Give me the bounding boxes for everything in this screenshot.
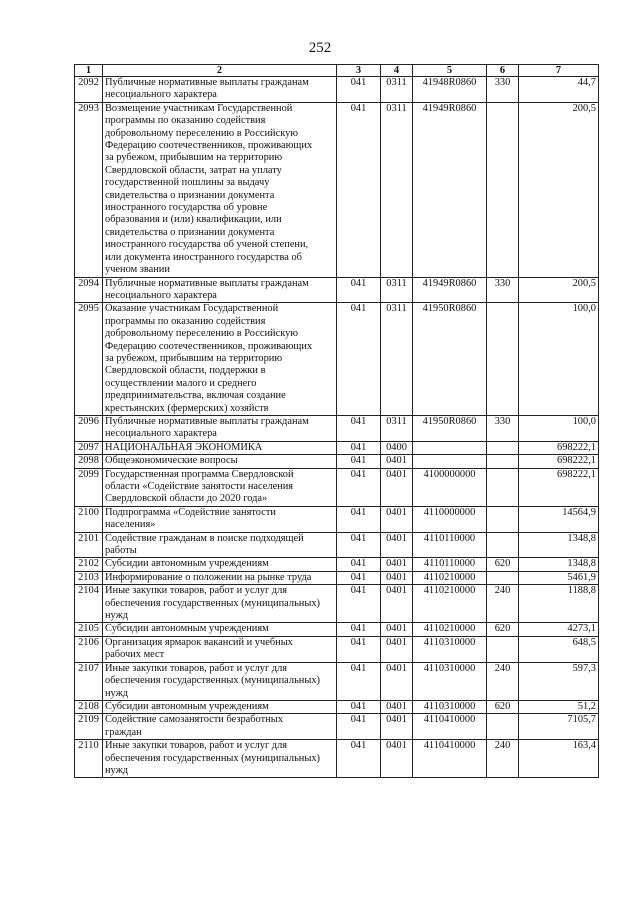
- row-name-line: Публичные нормативные выплаты гражданам: [105, 415, 309, 427]
- expense-type-code: 330: [487, 415, 519, 441]
- amount-value: 200,5: [519, 102, 599, 277]
- table-row: [75, 441, 599, 454]
- ministry-code: 041: [337, 740, 381, 778]
- expense-type-code: [487, 441, 519, 454]
- target-article-code: 4110210000: [413, 585, 487, 623]
- target-article-code: 4100000000: [413, 468, 487, 506]
- row-name-line: нужд: [105, 687, 129, 699]
- expense-type-code: [487, 303, 519, 416]
- row-number: 2095: [75, 303, 103, 416]
- expense-type-code: 240: [487, 740, 519, 778]
- row-name-line: или документа иностранного государства об: [105, 251, 302, 263]
- row-number: 2104: [75, 585, 103, 623]
- table-row: [75, 740, 599, 778]
- ministry-code: 041: [337, 585, 381, 623]
- row-name-line: Свердловской области до 2020 года»: [105, 493, 268, 505]
- row-number: 2103: [75, 571, 103, 584]
- ministry-code: 041: [337, 532, 381, 558]
- row-name-line: несоциального характера: [105, 89, 217, 101]
- ministry-code: 041: [337, 303, 381, 416]
- column-header: 5: [413, 65, 487, 77]
- row-name-line: добровольному переселению в Российскую: [105, 127, 299, 139]
- ministry-code: 041: [337, 441, 381, 454]
- row-name-line: крестьянских (фермерских) хозяйств: [105, 402, 269, 414]
- expense-type-code: 330: [487, 277, 519, 303]
- row-name-line: рабочих мест: [105, 649, 165, 661]
- section-code: 0401: [381, 455, 413, 468]
- ministry-code: 041: [337, 455, 381, 468]
- row-name-line: населения»: [105, 519, 156, 531]
- section-code: 0401: [381, 636, 413, 662]
- section-code: 0401: [381, 714, 413, 740]
- target-article-code: 4110310000: [413, 636, 487, 662]
- row-name-line: Свердловской области, поддержки в: [105, 365, 266, 377]
- expense-type-code: [487, 468, 519, 506]
- ministry-code: 041: [337, 700, 381, 713]
- section-code: 0401: [381, 571, 413, 584]
- amount-value: 698222,1: [519, 468, 599, 506]
- row-name-line: программы по оказанию содействия: [105, 115, 266, 127]
- ministry-code: 041: [337, 506, 381, 532]
- row-name: [103, 623, 337, 636]
- row-name-line: Возмещение участникам Государственной: [105, 102, 293, 114]
- target-article-code: 41950R0860: [413, 415, 487, 441]
- section-code: 0401: [381, 662, 413, 700]
- expense-type-code: 330: [487, 77, 519, 103]
- amount-value: 14564,9: [519, 506, 599, 532]
- page-number: 252: [308, 40, 332, 56]
- table-row: [75, 468, 599, 506]
- table-row: [75, 506, 599, 532]
- table-row: [75, 415, 599, 441]
- row-number: 2099: [75, 468, 103, 506]
- amount-value: 100,0: [519, 415, 599, 441]
- row-name-line: несоциального характера: [105, 428, 217, 440]
- expense-type-code: 620: [487, 623, 519, 636]
- expense-type-code: [487, 455, 519, 468]
- row-name-line: образования и (или) квалификации, или: [105, 214, 282, 226]
- row-name-line: Субсидии автономным учреждениям: [105, 623, 269, 635]
- ministry-code: 041: [337, 277, 381, 303]
- row-number: 2094: [75, 277, 103, 303]
- target-article-code: 4110410000: [413, 740, 487, 778]
- target-article-code: 4110210000: [413, 623, 487, 636]
- target-article-code: 4110210000: [413, 571, 487, 584]
- target-article-code: 41948R0860: [413, 77, 487, 103]
- table-row: [75, 571, 599, 584]
- section-code: 0401: [381, 740, 413, 778]
- row-number: 2110: [75, 740, 103, 778]
- row-name: [103, 441, 337, 454]
- expense-type-code: 620: [487, 558, 519, 571]
- section-code: 0401: [381, 532, 413, 558]
- table-row: [75, 623, 599, 636]
- row-name: [103, 571, 337, 584]
- row-name-line: за рубежом, прибывшим на территорию: [105, 152, 283, 164]
- row-name: [103, 102, 337, 277]
- table-body: [75, 77, 599, 778]
- amount-value: 1188,8: [519, 585, 599, 623]
- row-number: 2106: [75, 636, 103, 662]
- table-row: [75, 585, 599, 623]
- row-name-line: программы по оказанию содействия: [105, 315, 266, 327]
- section-code: 0400: [381, 441, 413, 454]
- row-name: [103, 585, 337, 623]
- column-header: 2: [103, 65, 337, 77]
- ministry-code: 041: [337, 662, 381, 700]
- section-code: 0311: [381, 303, 413, 416]
- table-row: [75, 636, 599, 662]
- target-article-code: 4110110000: [413, 558, 487, 571]
- row-name-line: иностранного государства об уровне: [105, 202, 268, 214]
- row-name-line: государственной пошлины за выдачу: [105, 177, 270, 189]
- row-name: [103, 714, 337, 740]
- amount-value: 7105,7: [519, 714, 599, 740]
- amount-value: 163,4: [519, 740, 599, 778]
- section-code: 0401: [381, 468, 413, 506]
- row-number: 2100: [75, 506, 103, 532]
- amount-value: 597,3: [519, 662, 599, 700]
- row-name-line: осуществлении малого и среднего: [105, 377, 257, 389]
- row-name-line: Иные закупки товаров, работ и услуг для: [105, 662, 288, 674]
- row-name-line: свидетельства о признании документа: [105, 189, 275, 201]
- table-row: [75, 662, 599, 700]
- table-row: [75, 102, 599, 277]
- target-article-code: 41950R0860: [413, 303, 487, 416]
- row-name-line: Информирование о положении на рынке труда: [105, 571, 312, 583]
- amount-value: 4273,1: [519, 623, 599, 636]
- section-code: 0401: [381, 700, 413, 713]
- ministry-code: 041: [337, 558, 381, 571]
- row-name-line: обеспечения государственных (муниципальных): [105, 675, 321, 687]
- target-article-code: 4110410000: [413, 714, 487, 740]
- ministry-code: 041: [337, 77, 381, 103]
- table-row: [75, 77, 599, 103]
- expense-type-code: 620: [487, 700, 519, 713]
- table-row: [75, 558, 599, 571]
- row-name: [103, 662, 337, 700]
- amount-value: 698222,1: [519, 455, 599, 468]
- table-row: [75, 455, 599, 468]
- table-row: [75, 532, 599, 558]
- row-number: 2107: [75, 662, 103, 700]
- row-name: [103, 740, 337, 778]
- row-name-line: обеспечения государственных (муниципальных): [105, 597, 321, 609]
- row-number: 2105: [75, 623, 103, 636]
- amount-value: 1348,8: [519, 558, 599, 571]
- row-number: 2096: [75, 415, 103, 441]
- target-article-code: 4110000000: [413, 506, 487, 532]
- section-code: 0401: [381, 585, 413, 623]
- row-name-line: Субсидии автономным учреждениям: [105, 558, 269, 570]
- row-name-line: Субсидии автономным учреждениям: [105, 700, 269, 712]
- section-code: 0311: [381, 77, 413, 103]
- target-article-code: 4110110000: [413, 532, 487, 558]
- column-header: 4: [381, 65, 413, 77]
- column-header: 6: [487, 65, 519, 77]
- expense-type-code: [487, 714, 519, 740]
- budget-table: [74, 64, 599, 778]
- expense-type-code: [487, 506, 519, 532]
- row-name-line: нужд: [105, 764, 129, 776]
- target-article-code: 4110310000: [413, 662, 487, 700]
- amount-value: 1348,8: [519, 532, 599, 558]
- amount-value: 698222,1: [519, 441, 599, 454]
- row-name: [103, 506, 337, 532]
- ministry-code: 041: [337, 468, 381, 506]
- row-name: [103, 636, 337, 662]
- row-name: [103, 700, 337, 713]
- row-name-line: граждан: [105, 726, 142, 738]
- section-code: 0401: [381, 506, 413, 532]
- row-name-line: Подпрограмма «Содействие занятости: [105, 506, 276, 518]
- row-number: 2097: [75, 441, 103, 454]
- row-name: [103, 77, 337, 103]
- section-code: 0311: [381, 102, 413, 277]
- section-code: 0311: [381, 415, 413, 441]
- table-row: [75, 277, 599, 303]
- row-number: 2101: [75, 532, 103, 558]
- amount-value: 648,5: [519, 636, 599, 662]
- ministry-code: 041: [337, 714, 381, 740]
- expense-type-code: [487, 636, 519, 662]
- target-article-code: 41949R0860: [413, 102, 487, 277]
- row-name-line: Федерацию соотечественников, проживающих: [105, 140, 313, 152]
- row-name-line: области «Содействие занятости населения: [105, 481, 294, 492]
- target-article-code: [413, 441, 487, 454]
- row-name-line: Публичные нормативные выплаты гражданам: [105, 77, 309, 88]
- expense-type-code: [487, 571, 519, 584]
- ministry-code: 041: [337, 623, 381, 636]
- row-number: 2109: [75, 714, 103, 740]
- row-name: [103, 468, 337, 506]
- row-number: 2093: [75, 102, 103, 277]
- row-name-line: Государственная программа Свердловской: [105, 468, 294, 480]
- expense-type-code: [487, 102, 519, 277]
- amount-value: 100,0: [519, 303, 599, 416]
- row-name-line: НАЦИОНАЛЬНАЯ ЭКОНОМИКА: [105, 441, 263, 453]
- row-name: [103, 303, 337, 416]
- row-name-line: Общеэкономические вопросы: [105, 455, 238, 467]
- row-name-line: Публичные нормативные выплаты гражданам: [105, 277, 309, 289]
- row-name: [103, 532, 337, 558]
- row-number: 2108: [75, 700, 103, 713]
- expense-type-code: 240: [487, 585, 519, 623]
- row-name-line: иностранного государства об ученой степени,: [105, 239, 309, 251]
- row-number: 2102: [75, 558, 103, 571]
- amount-value: 51,2: [519, 700, 599, 713]
- row-name-line: работы: [105, 545, 137, 557]
- row-name-line: несоциального характера: [105, 289, 217, 301]
- target-article-code: 4110310000: [413, 700, 487, 713]
- target-article-code: [413, 455, 487, 468]
- row-name-line: свидетельства о признании документа: [105, 226, 275, 238]
- row-name-line: ученом звании: [105, 264, 170, 276]
- amount-value: 5461,9: [519, 571, 599, 584]
- row-name-line: Федерацию соотечественников, проживающих: [105, 340, 313, 352]
- table-row: [75, 700, 599, 713]
- row-name: [103, 277, 337, 303]
- target-article-code: 41949R0860: [413, 277, 487, 303]
- row-name: [103, 558, 337, 571]
- row-name-line: Содействие гражданам в поиске подходящей: [105, 532, 304, 544]
- ministry-code: 041: [337, 415, 381, 441]
- table-row: [75, 714, 599, 740]
- row-name-line: обеспечения государственных (муниципальных): [105, 752, 321, 764]
- row-name-line: Иные закупки товаров, работ и услуг для: [105, 585, 288, 597]
- header-row: [75, 65, 599, 77]
- row-name-line: Свердловской области, затрат на уплату: [105, 164, 282, 176]
- table-row: [75, 303, 599, 416]
- row-name-line: добровольному переселению в Российскую: [105, 328, 299, 340]
- row-name-line: Организация ярмарок вакансий и учебных: [105, 636, 293, 648]
- row-number: 2092: [75, 77, 103, 103]
- section-code: 0401: [381, 623, 413, 636]
- expense-type-code: 240: [487, 662, 519, 700]
- row-name-line: за рубежом, прибывшим на территорию: [105, 352, 283, 364]
- column-header: 7: [519, 65, 599, 77]
- row-name: [103, 455, 337, 468]
- row-name-line: предпринимательства, включая создание: [105, 390, 286, 402]
- row-name-line: Оказание участникам Государственной: [105, 303, 279, 315]
- row-name: [103, 415, 337, 441]
- amount-value: 44,7: [519, 77, 599, 103]
- amount-value: 200,5: [519, 277, 599, 303]
- ministry-code: 041: [337, 636, 381, 662]
- section-code: 0311: [381, 277, 413, 303]
- row-name-line: Иные закупки товаров, работ и услуг для: [105, 740, 288, 752]
- column-header: 3: [337, 65, 381, 77]
- row-name-line: нужд: [105, 610, 129, 622]
- expense-type-code: [487, 532, 519, 558]
- ministry-code: 041: [337, 571, 381, 584]
- row-name-line: Содействие самозанятости безработных: [105, 714, 283, 726]
- section-code: 0401: [381, 558, 413, 571]
- ministry-code: 041: [337, 102, 381, 277]
- column-header: 1: [75, 65, 103, 77]
- row-number: 2098: [75, 455, 103, 468]
